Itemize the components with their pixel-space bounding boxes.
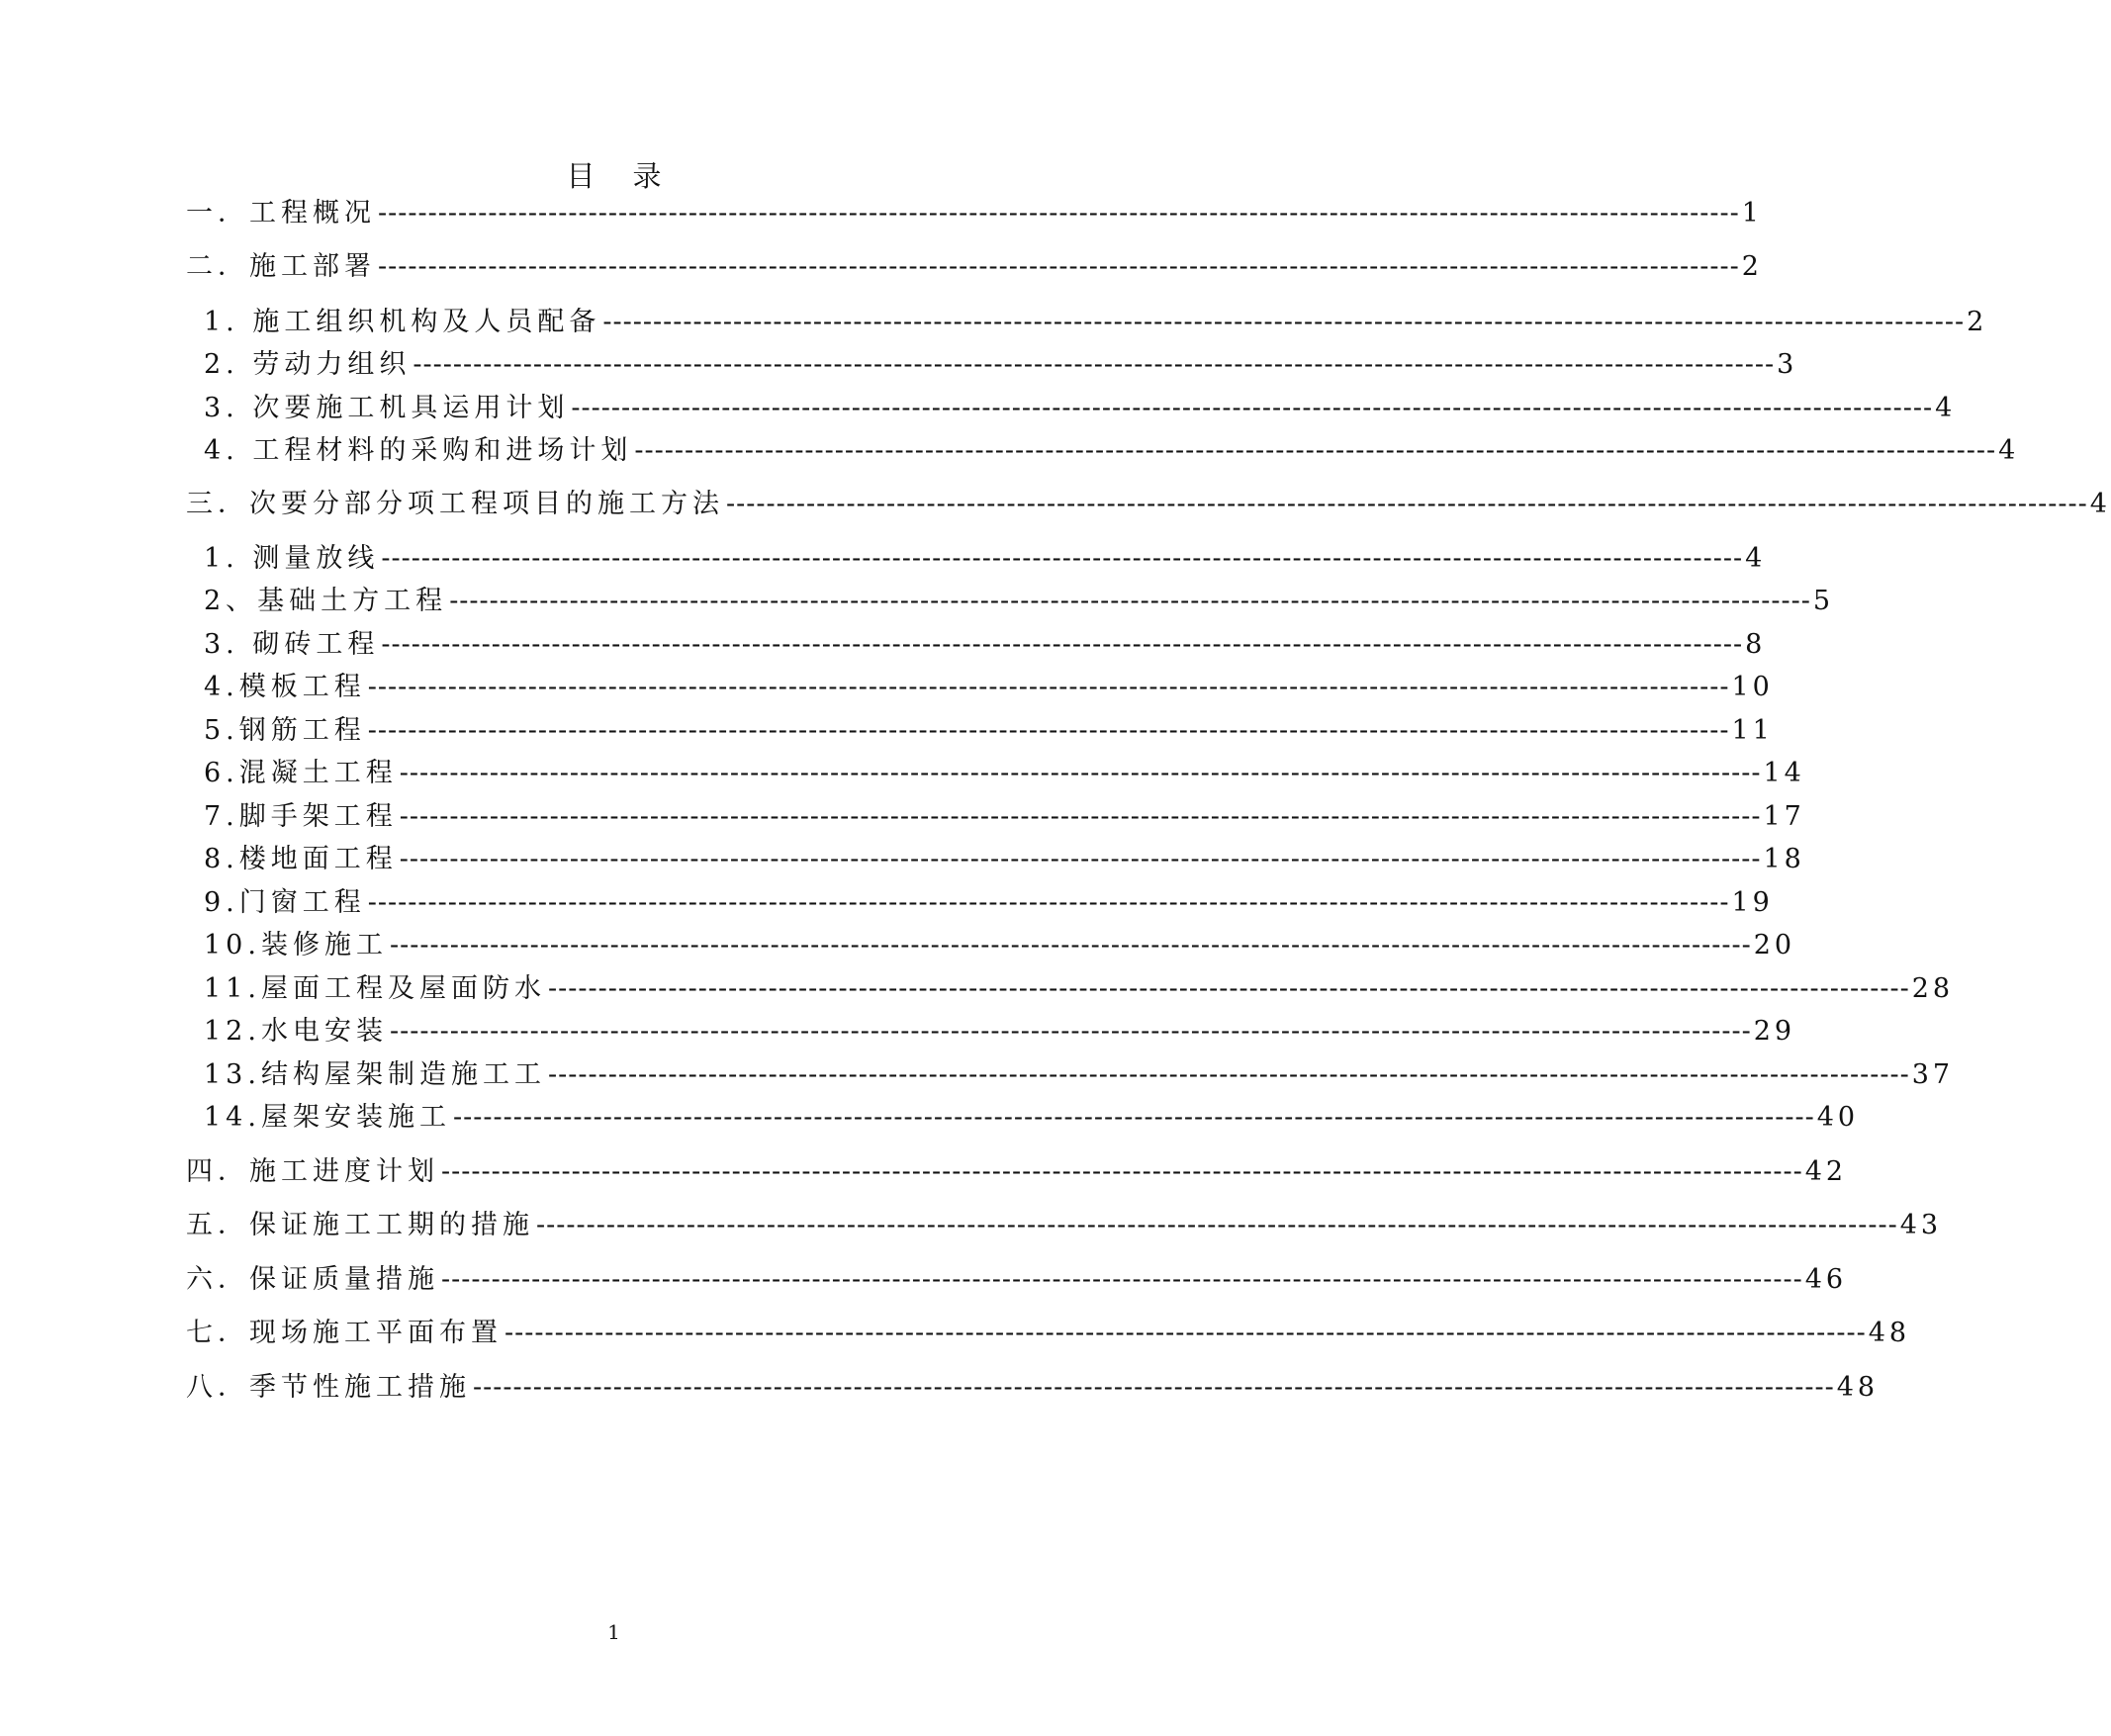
toc-entry-label: 13.结构屋架制造施工工 (204, 1059, 546, 1090)
toc-entry-label: 3. 砌砖工程 (204, 629, 380, 660)
toc-leader: ---------------------------------------------------------------------------------------------------------------------------------------- (399, 758, 1762, 788)
toc-entry[interactable] (204, 345, 1798, 385)
toc-leader: ---------------------------------------------------------------------------------------------------------------------------------------- (571, 393, 1934, 423)
toc-leader: ---------------------------------------------------------------------------------------------------------------------------------------- (378, 198, 1740, 228)
toc-leader: ---------------------------------------------------------------------------------------------------------------------------------------- (367, 715, 1730, 746)
toc-entry[interactable] (186, 1260, 1848, 1300)
toc-entry-page: 20 (1753, 930, 1796, 960)
page-title: 目录 (566, 159, 699, 193)
toc-leader: ---------------------------------------------------------------------------------------------------------------------------------------- (547, 973, 1910, 1004)
toc-leader: ---------------------------------------------------------------------------------------------------------------------------------------- (547, 1059, 1910, 1090)
toc-entry-label: 3. 次要施工机具运用计划 (204, 393, 570, 423)
toc-entry-label: 14.屋架安装施工 (204, 1102, 451, 1133)
toc-entry[interactable] (204, 926, 1796, 965)
toc-entry-label: 六．保证质量措施 (186, 1264, 439, 1295)
toc-entry[interactable] (186, 485, 2111, 524)
toc-entry-page: 2 (1741, 251, 1763, 282)
toc-leader: ---------------------------------------------------------------------------------------------------------------------------------------- (381, 629, 1744, 660)
toc-entry-label: 9.门窗工程 (204, 887, 366, 918)
toc-leader: ---------------------------------------------------------------------------------------------------------------------------------------- (441, 1156, 1803, 1187)
toc-entry[interactable] (204, 1055, 1955, 1095)
toc-entry-label: 1. 施工组织机构及人员配备 (204, 307, 601, 337)
toc-entry-page: 42 (1804, 1156, 1848, 1187)
toc-leader: ---------------------------------------------------------------------------------------------------------------------------------------- (399, 844, 1762, 874)
toc-entry[interactable] (186, 1368, 1880, 1408)
toc-leader: ---------------------------------------------------------------------------------------------------------------------------------------- (367, 887, 1730, 918)
toc-entry-label: 五．保证施工工期的措施 (186, 1210, 534, 1240)
toc-leader: ---------------------------------------------------------------------------------------------------------------------------------------- (441, 1264, 1803, 1295)
toc-entry[interactable] (204, 303, 1988, 342)
toc-entry[interactable] (204, 797, 1805, 837)
toc-entry-page: 48 (1836, 1372, 1880, 1403)
toc-entry[interactable] (204, 1098, 1860, 1138)
toc-entry[interactable] (204, 754, 1805, 793)
toc-entry[interactable] (204, 625, 1767, 665)
toc-leader: ---------------------------------------------------------------------------------------------------------------------------------------- (449, 586, 1811, 616)
toc-entry-label: 10.装修施工 (204, 930, 388, 960)
toc-entry-label: 12.水电安装 (204, 1016, 388, 1047)
toc-entry-page: 3 (1777, 349, 1798, 380)
toc-entry[interactable] (186, 1206, 1943, 1245)
toc-leader: ---------------------------------------------------------------------------------------------------------------------------------------- (367, 672, 1730, 702)
toc-entry-page: 10 (1731, 672, 1774, 702)
toc-entry-page: 28 (1911, 973, 1955, 1004)
toc-entry[interactable] (204, 389, 1957, 428)
toc-entry[interactable] (204, 431, 2020, 471)
toc-leader: ---------------------------------------------------------------------------------------------------------------------------------------- (378, 251, 1740, 282)
toc-entry-page: 4 (1745, 543, 1767, 574)
toc-leader: ---------------------------------------------------------------------------------------------------------------------------------------- (413, 349, 1776, 380)
toc-entry[interactable] (186, 1314, 1911, 1353)
toc-entry-label: 三．次要分部分项工程项目的施工方法 (186, 489, 724, 519)
toc-entry[interactable] (186, 1152, 1848, 1192)
toc-entry-page: 4 (2089, 489, 2111, 519)
toc-entry-label: 2. 劳动力组织 (204, 349, 412, 380)
toc-entry[interactable] (204, 539, 1767, 579)
toc-entry-label: 8.楼地面工程 (204, 844, 398, 874)
toc-entry-page: 37 (1911, 1059, 1955, 1090)
toc-entry-label: 4.模板工程 (204, 672, 366, 702)
toc-leader: ---------------------------------------------------------------------------------------------------------------------------------------- (726, 489, 2088, 519)
toc-entry-label: 八．季节性施工措施 (186, 1372, 471, 1403)
toc-entry-page: 8 (1745, 629, 1767, 660)
toc-entry[interactable] (204, 883, 1774, 923)
toc-entry-page: 11 (1731, 715, 1774, 746)
toc-entry[interactable] (204, 711, 1774, 751)
toc-entry-label: 一．工程概况 (186, 198, 376, 228)
toc-leader: ---------------------------------------------------------------------------------------------------------------------------------------- (634, 435, 1997, 466)
toc-entry-page: 4 (1935, 393, 1957, 423)
toc-entry-page: 43 (1899, 1210, 1943, 1240)
toc-entry-label: 6.混凝土工程 (204, 758, 398, 788)
toc-entry-label: 七．现场施工平面布置 (186, 1318, 503, 1348)
toc-entry-label: 四．施工进度计划 (186, 1156, 439, 1187)
toc-entry-page: 19 (1731, 887, 1774, 918)
toc-entry[interactable] (204, 840, 1805, 879)
toc-entry-label: 2、基础土方工程 (204, 586, 448, 616)
toc-entry-page: 18 (1763, 844, 1805, 874)
toc-entry[interactable] (204, 1012, 1796, 1051)
toc-leader: ---------------------------------------------------------------------------------------------------------------------------------------- (389, 930, 1752, 960)
toc-entry-label: 11.屋面工程及屋面防水 (204, 973, 546, 1004)
toc-leader: ---------------------------------------------------------------------------------------------------------------------------------------- (452, 1102, 1815, 1133)
toc-entry[interactable] (204, 668, 1774, 707)
toc-entry[interactable] (204, 582, 1835, 621)
toc-leader: ---------------------------------------------------------------------------------------------------------------------------------------- (602, 307, 1966, 337)
toc-leader: ---------------------------------------------------------------------------------------------------------------------------------------- (381, 543, 1744, 574)
toc-entry-page: 40 (1816, 1102, 1860, 1133)
toc-entry-label: 5.钢筋工程 (204, 715, 366, 746)
toc-entry-label: 4. 工程材料的采购和进场计划 (204, 435, 633, 466)
toc-entry-label: 二．施工部署 (186, 251, 376, 282)
toc-leader: ---------------------------------------------------------------------------------------------------------------------------------------- (473, 1372, 1835, 1403)
toc-entry-label: 1. 测量放线 (204, 543, 380, 574)
page-number: 1 (607, 1620, 620, 1644)
toc-entry-page: 48 (1868, 1318, 1911, 1348)
toc-entry[interactable] (204, 969, 1955, 1009)
toc-entry-page: 1 (1741, 198, 1763, 228)
toc-entry-label: 7.脚手架工程 (204, 801, 398, 832)
toc-entry-page: 17 (1763, 801, 1805, 832)
toc-entry[interactable] (186, 247, 1763, 287)
toc-entry-page: 46 (1804, 1264, 1848, 1295)
toc-leader: ---------------------------------------------------------------------------------------------------------------------------------------- (399, 801, 1762, 832)
toc-entry-page: 2 (1967, 307, 1988, 337)
toc-entry[interactable] (186, 194, 1763, 233)
toc-entry-page: 29 (1753, 1016, 1796, 1047)
toc-leader: ---------------------------------------------------------------------------------------------------------------------------------------- (389, 1016, 1752, 1047)
toc-leader: ---------------------------------------------------------------------------------------------------------------------------------------- (536, 1210, 1898, 1240)
toc-leader: ---------------------------------------------------------------------------------------------------------------------------------------- (505, 1318, 1867, 1348)
toc-entry-page: 4 (1998, 435, 2020, 466)
toc-entry-page: 5 (1812, 586, 1835, 616)
toc-entry-page: 14 (1763, 758, 1805, 788)
